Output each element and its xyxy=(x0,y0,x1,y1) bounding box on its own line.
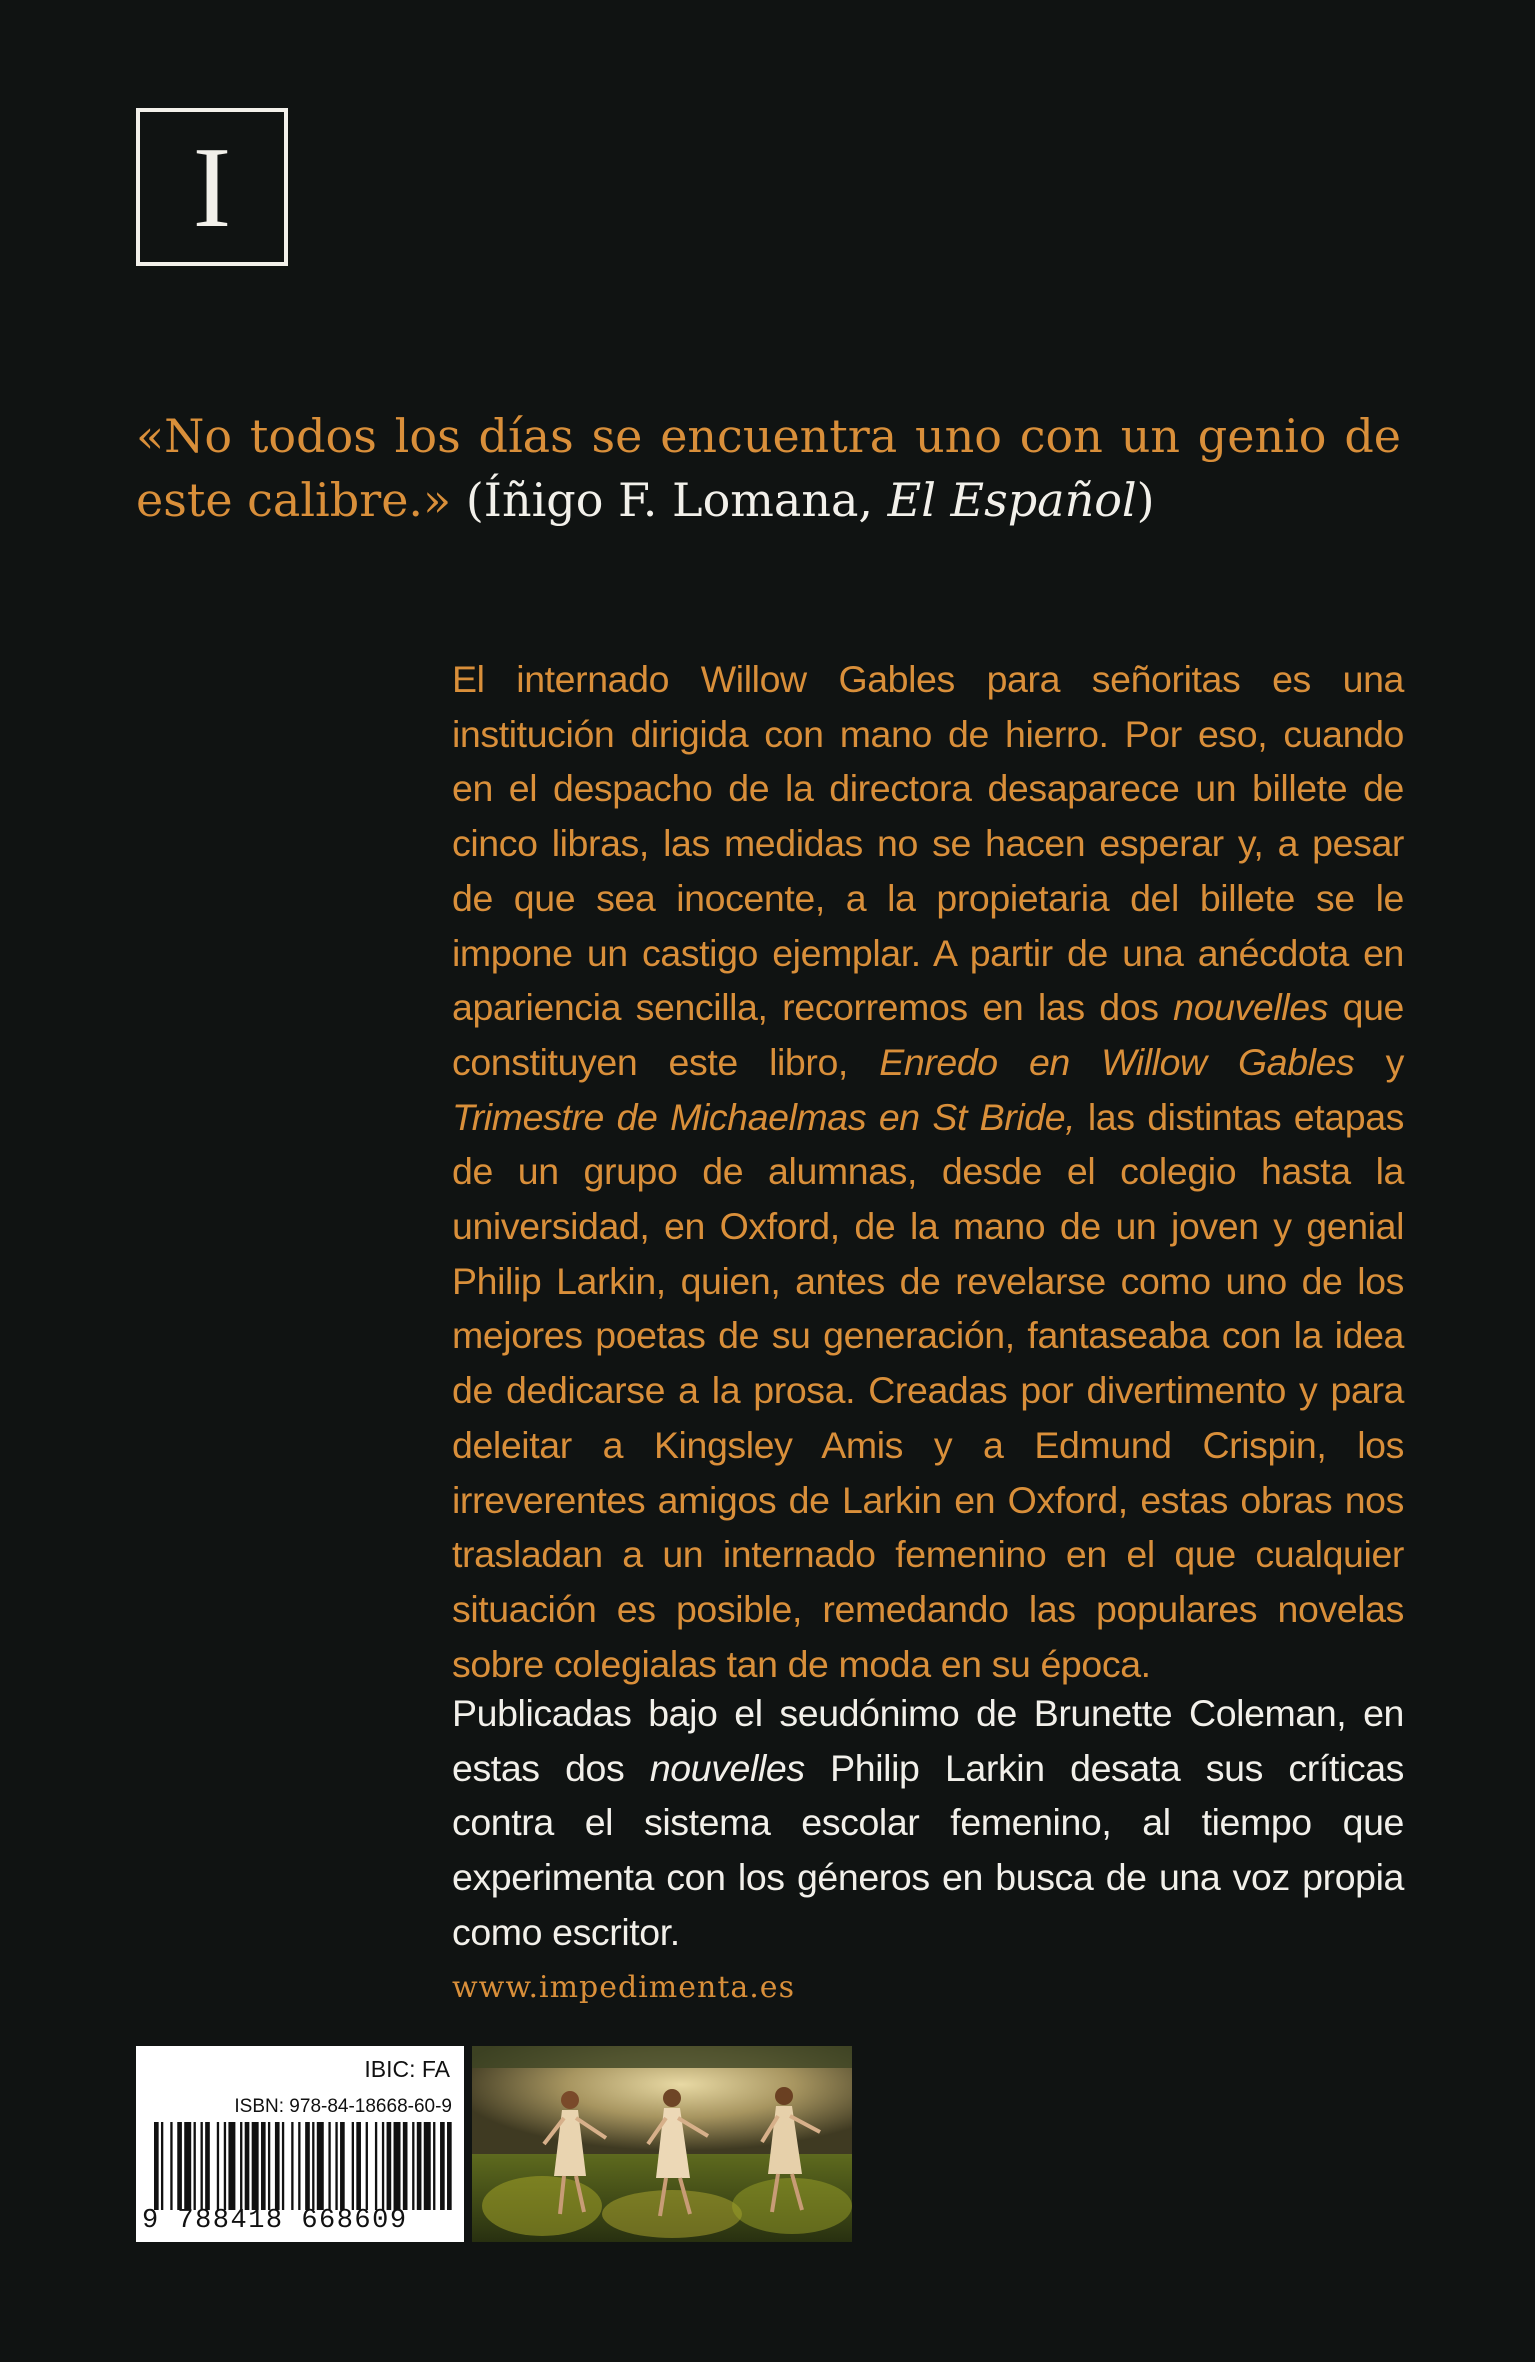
book-title-2: Trimestre de Michaelmas en St Bride, xyxy=(452,1095,1076,1138)
barcode-bar xyxy=(205,2122,210,2210)
barcode-bar xyxy=(261,2122,266,2210)
ean-digits: 9 788418 668609 xyxy=(142,2206,408,2236)
barcode-bar xyxy=(366,2122,368,2210)
press-quote-text: «No todos los días se encuentra uno con un genio de este calibre.» xyxy=(136,409,1401,527)
barcode-bar xyxy=(417,2122,422,2210)
barcode-bar xyxy=(447,2122,452,2210)
barcode-bar xyxy=(317,2122,324,2210)
nouvelles-term: nouvelles xyxy=(649,1746,805,1789)
barcode-bar xyxy=(433,2122,435,2210)
barcode-panel xyxy=(136,2046,464,2242)
barcode-bar xyxy=(382,2122,384,2210)
barcode-bar xyxy=(298,2122,300,2210)
barcode-bar xyxy=(161,2122,163,2210)
barcode-bar xyxy=(340,2122,345,2210)
barcode-bar xyxy=(268,2122,270,2210)
press-quote xyxy=(136,404,1401,532)
barcode-bar xyxy=(228,2122,235,2210)
barcode-bar xyxy=(240,2122,242,2210)
barcode-bar xyxy=(328,2122,330,2210)
barcode-bar xyxy=(154,2122,159,2210)
publisher-logo-mark: I xyxy=(192,124,232,252)
barcode-bar xyxy=(440,2122,445,2210)
barcode-bar xyxy=(177,2122,182,2210)
barcode-bar xyxy=(201,2122,203,2210)
barcode-bar xyxy=(403,2122,408,2210)
barcode-bar xyxy=(252,2122,259,2210)
barcode-bar xyxy=(224,2122,226,2210)
barcode-bar xyxy=(312,2122,314,2210)
barcode-bar xyxy=(194,2122,196,2210)
barcode-bar xyxy=(282,2122,284,2210)
barcode-bar xyxy=(394,2122,401,2210)
barcode-bar xyxy=(245,2122,250,2210)
barcode-bar xyxy=(352,2122,354,2210)
publisher-website: www.impedimenta.es xyxy=(452,1970,795,2005)
publisher-logo xyxy=(136,108,288,266)
press-quote-source: El Español xyxy=(887,473,1137,527)
nouvelles-term: nouvelles xyxy=(1173,986,1329,1029)
barcode-bar xyxy=(375,2122,377,2210)
barcode-bar xyxy=(387,2122,392,2210)
press-quote-attribution: (Íñigo F. Lomana, El Español) xyxy=(451,473,1155,527)
book-title-1: Enredo en Willow Gables xyxy=(879,1040,1355,1083)
ibic-code: IBIC: FA xyxy=(364,2056,450,2082)
barcode-bar xyxy=(184,2122,191,2210)
barcode-bar xyxy=(170,2122,172,2210)
cover-photo-image xyxy=(472,2046,852,2242)
cover-photo xyxy=(472,2046,852,2242)
barcode-bar xyxy=(335,2122,337,2210)
pseudonym-paragraph: Publicadas bajo el seudónimo de Brunette Coleman, en estas dos nouvelles Philip Larkin desata sus críticas contra el sistema escolar femenino, al tiempo que experimenta con los géneros en busca de una voz propia como escritor. xyxy=(452,1692,1404,1953)
isbn-number: ISBN: 978-84-18668-60-9 xyxy=(234,2096,452,2117)
barcode-bar xyxy=(305,2122,310,2210)
synopsis-paragraph: El internado Willow Gables para señoritas es una institución dirigida con mano de hierro. Por eso, cuando en el despacho de la directora desaparece un billete de cinco libras, las medidas no se hacen esperar y, a pesar de que sea inocente, a la propietaria del billete se le impone un castigo ejemplar. A partir de una anécdota en apariencia sencilla, recorremos en las dos nouvelles que constituyen este libro, Enredo en Willow Gables y Trimestre de Michaelmas en St Bride, las distintas etapas de un grupo de alumnas, desde el colegio hasta la universidad, en Oxford, de la mano de un joven y genial Philip Larkin, quien, antes de revelarse como uno de los mejores poetas de su generación, fantaseaba con la idea de dedicarse a la prosa. Creadas por divertimento y para deleitar a Kingsley Amis y a Edmund Crispin, los irreverentes amigos de Larkin en Oxford, estas obras nos trasladan a un internado femenino en el que cualquier situación es posible, remedando las populares novelas sobre colegialas tan de moda en su época. xyxy=(452,658,1405,1685)
barcode-bar xyxy=(291,2122,293,2210)
barcode-bar xyxy=(275,2122,280,2210)
barcode-bar xyxy=(217,2122,219,2210)
barcode-bar xyxy=(356,2122,361,2210)
barcode-bars xyxy=(154,2122,454,2210)
barcode-bar xyxy=(424,2122,431,2210)
barcode-bar xyxy=(412,2122,414,2210)
